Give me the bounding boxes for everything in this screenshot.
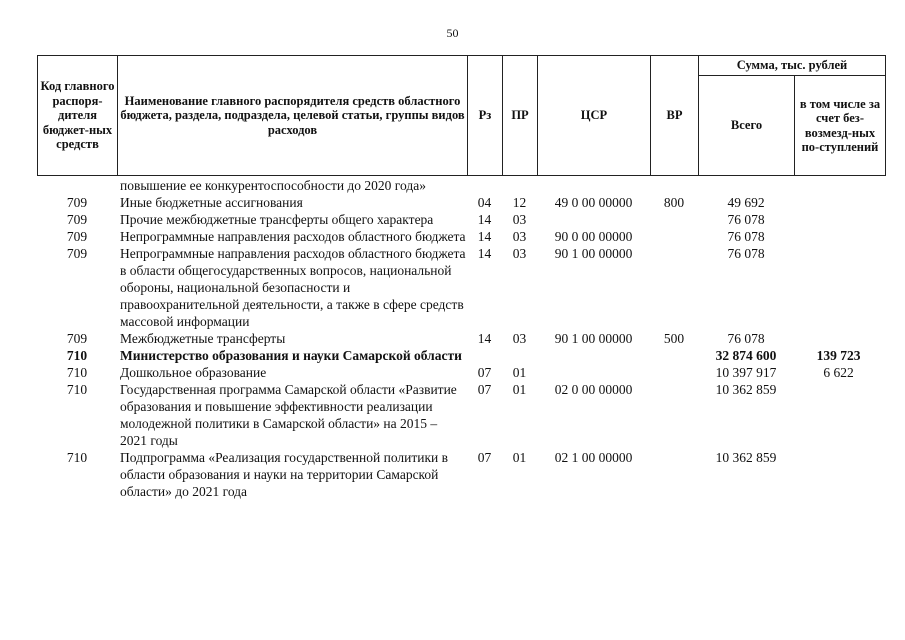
cell-vr: 500 — [663, 331, 685, 346]
cell-total: 76 078 — [727, 246, 765, 261]
cell-total: 10 397 917 — [715, 365, 777, 380]
cell-total: 32 874 600 — [715, 348, 777, 363]
header-code: Код главного распоря-дителя бюджет-ных средств — [38, 56, 118, 176]
cell-rz: 14 — [477, 229, 492, 244]
table-row — [37, 364, 885, 381]
header-vr: ВР — [651, 56, 699, 176]
cell-pr: 01 — [512, 450, 527, 465]
table-row — [37, 245, 885, 330]
cell-code: 709 — [66, 331, 88, 346]
table-row — [37, 381, 885, 449]
cell-name: Министерство образования и науки Самарской области — [120, 348, 462, 363]
cell-total: 10 362 859 — [715, 450, 777, 465]
table-row — [37, 211, 885, 228]
cell-code: 710 — [66, 365, 88, 380]
cell-code: 709 — [66, 195, 88, 210]
header-csr: ЦСР — [538, 56, 651, 176]
cell-pr: 01 — [512, 365, 527, 380]
cell-total: 10 362 859 — [715, 382, 777, 397]
cell-free: 139 723 — [816, 348, 861, 363]
header-name: Наименование главного распорядителя средств областного бюджета, раздела, подраздела, целевой статьи, группы видов расходов — [118, 56, 468, 176]
table-row — [37, 449, 885, 500]
cell-vr: 800 — [663, 195, 685, 210]
cell-code: 710 — [66, 348, 88, 363]
cell-rz: 07 — [477, 382, 492, 397]
table-row — [37, 194, 885, 211]
cell-rz: 07 — [477, 365, 492, 380]
cell-csr: 02 0 00 00000 — [554, 382, 633, 397]
cell-pr: 01 — [512, 382, 527, 397]
cell-name: Прочие межбюджетные трансферты общего характера — [120, 212, 434, 227]
cell-pr: 03 — [512, 229, 527, 244]
cell-name: Межбюджетные трансферты — [120, 331, 286, 346]
cell-code: 709 — [66, 212, 88, 227]
cell-name: Дошкольное образование — [120, 365, 267, 380]
header-rz: Рз — [468, 56, 503, 176]
cell-rz: 14 — [477, 331, 492, 346]
cell-rz: 14 — [477, 246, 492, 261]
cell-name: Иные бюджетные ассигнования — [120, 195, 303, 210]
cell-csr: 90 1 00 00000 — [554, 246, 633, 261]
header-sum: Сумма, тыс. рублей — [699, 56, 886, 76]
cell-name: Подпрограмма «Реализация государственной политики в области образования и науки на территории Самарской области» до 2021 года — [120, 450, 449, 499]
table-body — [37, 177, 885, 500]
header-free: в том числе за счет без-возмезд-ных по-ступлений — [795, 76, 886, 176]
cell-pr: 03 — [512, 212, 527, 227]
cell-rz: 07 — [477, 450, 492, 465]
table-header — [37, 55, 886, 176]
cell-free: 6 622 — [823, 365, 854, 380]
cell-name: повышение ее конкурентоспособности до 2020 года» — [120, 178, 426, 193]
table-row — [37, 228, 885, 245]
header-total: Всего — [699, 76, 795, 176]
cell-code: 709 — [66, 229, 88, 244]
cell-name: Непрограммные направления расходов областного бюджета — [120, 229, 466, 244]
cell-pr: 03 — [512, 246, 527, 261]
cell-code: 710 — [66, 382, 88, 397]
cell-csr: 90 1 00 00000 — [554, 331, 633, 346]
cell-total: 76 078 — [727, 212, 765, 227]
cell-pr: 03 — [512, 331, 527, 346]
cell-code: 709 — [66, 246, 88, 261]
cell-csr: 90 0 00 00000 — [554, 229, 633, 244]
table-row-ministry — [37, 347, 885, 364]
cell-rz: 14 — [477, 212, 492, 227]
table-row — [37, 177, 885, 194]
page-number: 50 — [446, 26, 459, 40]
cell-name: Непрограммные направления расходов областного бюджета в области общегосударственных вопросов, национальной обороны, национальной безопасности и правоохранительной деятельности, а также в сфере средств массовой информации — [120, 246, 466, 329]
cell-rz: 04 — [477, 195, 492, 210]
cell-pr: 12 — [512, 195, 527, 210]
cell-total: 76 078 — [727, 229, 765, 244]
cell-total: 76 078 — [727, 331, 765, 346]
cell-name: Государственная программа Самарской области «Развитие образования и повышение эффективности реализации молодежной политики в Самарской области» на 2015 – 2021 годы — [120, 382, 457, 448]
cell-csr: 49 0 00 00000 — [554, 195, 633, 210]
cell-csr: 02 1 00 00000 — [554, 450, 633, 465]
header-pr: ПР — [503, 56, 538, 176]
cell-code: 710 — [66, 450, 88, 465]
table-row — [37, 330, 885, 347]
cell-total: 49 692 — [727, 195, 765, 210]
